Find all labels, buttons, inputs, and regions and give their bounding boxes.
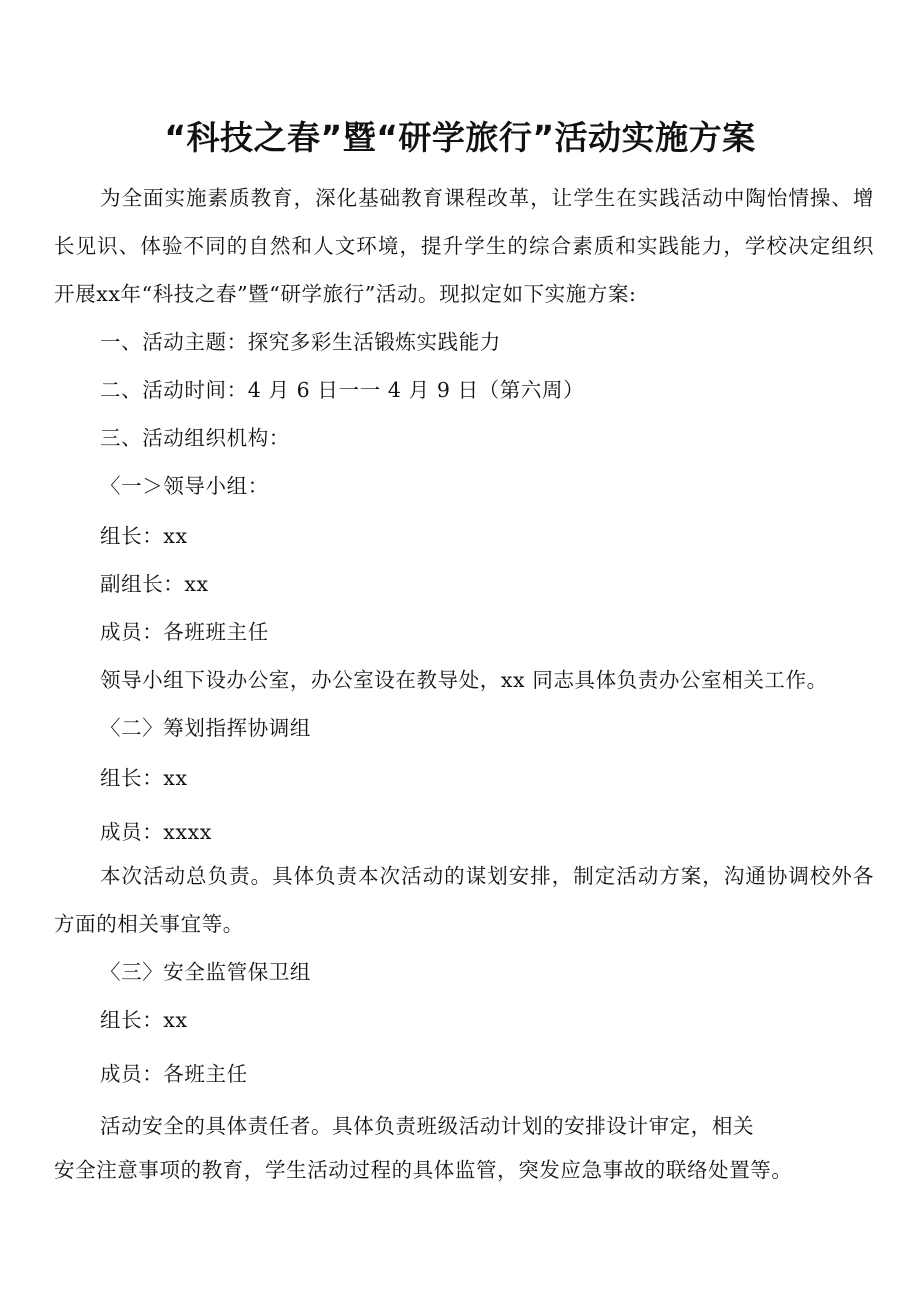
group1-leader: 组长：xx — [100, 524, 188, 548]
group2-members: 成员：xxxx — [100, 820, 212, 844]
group2-leader: 组长：xx — [100, 766, 188, 790]
group2-duty: 本次活动总负责。具体负责本次活动的谋划安排，制定活动方案，沟通协调校外各方面的相关事宜等。 — [54, 864, 874, 936]
group1-members: 成员：各班班主任 — [100, 620, 269, 644]
document-title: “科技之春”暨“研学旅行”活动实施方案 — [164, 118, 756, 157]
section-time: 二、活动时间：4 月 6 日一一 4 月 9 日（第六周） — [100, 378, 585, 402]
group3-duty-line1: 活动安全的具体责任者。具体负责班级活动计划的安排设计审定，相关 — [100, 1114, 755, 1138]
group3-leader: 组长：xx — [100, 1008, 188, 1032]
intro-paragraph: 为全面实施素质教育，深化基础教育课程改革，让学生在实践活动中陶怡情操、增长见识、体验不同的自然和人文环境，提升学生的综合素质和实践能力，学校决定组织开展xx年“科技之春”暨“研学旅行”活动。现拟定如下实施方案: — [54, 186, 874, 306]
group3-duty-line2: 安全注意事项的教育，学生活动过程的具体监管，突发应急事故的联络处置等。 — [54, 1158, 793, 1182]
section-theme: 一、活动主题：探究多彩生活锻炼实践能力 — [100, 330, 501, 354]
group3-heading: 〈三〉安全监管保卫组 — [100, 960, 311, 984]
group1-heading: 〈一＞领导小组： — [100, 474, 269, 498]
group1-deputy: 副组长：xx — [100, 572, 209, 596]
group2-heading: 〈二〉筹划指挥协调组 — [100, 716, 311, 740]
group3-members: 成员：各班主任 — [100, 1062, 248, 1086]
group1-note: 领导小组下设办公室，办公室设在教导处，xx 同志具体负责办公室相关工作。 — [100, 668, 828, 692]
section-organization: 三、活动组织机构： — [100, 426, 290, 450]
